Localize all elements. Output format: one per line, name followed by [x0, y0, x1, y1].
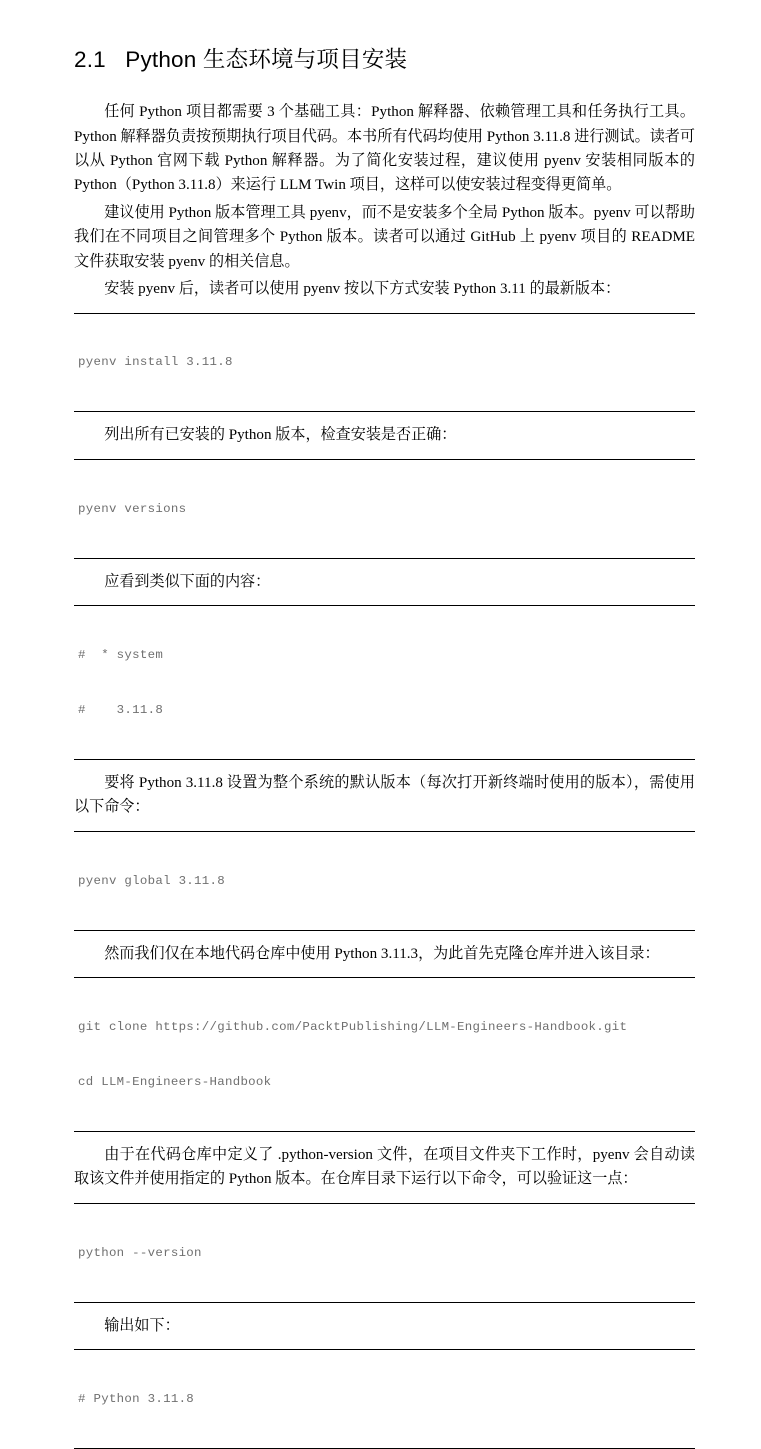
paragraph: 任何 Python 项目都需要 3 个基础工具：Python 解释器、依赖管理工具和任务执行工具。Python 解释器负责按预期执行项目代码。本书所有代码均使用 Python 3.11.8 进行测试。读者可以从 Python 官网下载 Python 解释器。为了简化安装过程，建议使用 pyenv 安装相同版本的 Python（Python 3.11.8）来运行 LLM Twin 项目，这样可以使安装过程变得更简单。 [74, 104, 695, 194]
code-line: pyenv install 3.11.8 [78, 355, 233, 370]
paragraph: 要将 Python 3.11.8 设置为整个系统的默认版本（每次打开新终端时使用的版本），需使用以下命令： [74, 774, 695, 816]
code-block [74, 313, 695, 413]
code-block [74, 977, 695, 1132]
code-line: # * system [78, 647, 164, 662]
code-line: python --version [78, 1245, 202, 1260]
paragraph: 然而我们仅在本地代码仓库中使用 Python 3.11.3，为此首先克隆仓库并进入该目录： [104, 945, 660, 962]
code-block [74, 831, 695, 931]
paragraph: 输出如下： [104, 1317, 180, 1334]
code-block [74, 459, 695, 559]
paragraph: 安装 pyenv 后，读者可以使用 pyenv 按以下方式安装 Python 3.11 的最新版本： [104, 281, 621, 298]
code-line: pyenv versions [78, 501, 187, 516]
code-block [74, 1203, 695, 1303]
paragraph: 建议使用 Python 版本管理工具 pyenv，而不是安装多个全局 Python 版本。pyenv 可以帮助我们在不同项目之间管理多个 Python 版本。读者可以通过 GitHub 上 pyenv 项目的 README 文件获取安装 pyenv 的相关信息。 [74, 204, 695, 270]
code-block [74, 1349, 695, 1449]
paragraph: 由于在代码仓库中定义了 .python-version 文件，在项目文件夹下工作时，pyenv 会自动读取该文件并使用指定的 Python 版本。在仓库目录下运行以下命令，可以验证这一点： [74, 1146, 695, 1188]
section-heading: 2.1 Python 生态环境与项目安装 [74, 47, 408, 72]
code-line: # Python 3.11.8 [78, 1391, 195, 1406]
code-block [74, 605, 695, 760]
paragraph: 列出所有已安装的 Python 版本，检查安装是否正确： [104, 427, 457, 444]
code-line: git clone https://github.com/PacktPublishing/LLM-Engineers-Handbook.git [78, 1019, 628, 1034]
code-line: cd LLM-Engineers-Handbook [78, 1074, 272, 1089]
code-line: pyenv global 3.11.8 [78, 873, 225, 888]
paragraph: 应看到类似下面的内容： [104, 573, 271, 590]
code-line: # 3.11.8 [78, 702, 164, 717]
